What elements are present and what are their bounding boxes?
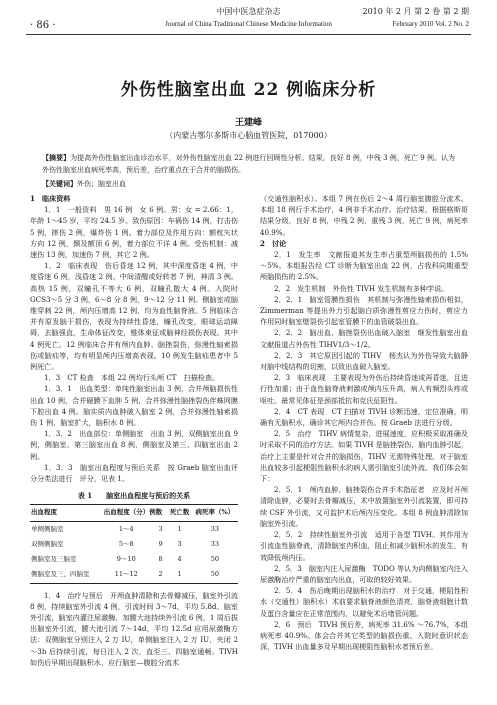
table-header-row [30,505,238,521]
section-heading: 2 讨论 [260,238,287,248]
table-cell: 1～4 [118,524,134,533]
table-header-cell: 出血程度（分）例数 [103,508,163,517]
body-paragraph: 2．5．4 伤后晚期出现脑积水的治疗 对于交通，梗阻性积水（交通性）脑积水）术前要求脑脊液颜色清亮，脑脊液细胞计数及蛋白含量应在正常范围内，以避免术后堵管问题。 [260,586,468,618]
table-cell: 4 [177,555,182,564]
article-author: 王建峰 [234,118,262,128]
body-paragraph: 2．5．2 持续性脑室外引流 适用于各型 TIVH。其作用为引流血性脑脊液，清除脑室内积血，阻止和减少脑积水的发生，有效降低颅内压。 [260,530,468,562]
body-paragraph: 2．2．2 脑出血、脑挫裂伤出血破入脑室 继发性脑室出血文献报道占外伤性 TIHV1/3～1/2。 [260,328,468,349]
body-paragraph: 2．3 临床表现 主要表现为外伤后持续昏迷或再昏迷，且进行性加重；由于血性脑脊液刺激或颅内压升高，病人有频烈头疼或呕吐。最常见体征是颈部抵抗和克氏征阳性。 [260,373,468,405]
body-paragraph: 1．4 治疗与预后 开颅血肿清除和去骨瓣减压，脑室外引流 8 例，持续脑室外引流 4 例，引流时间 3～7d，平均 5.8d。脑室外引流，脑室内灌注尿激酶，加腰大池持续外引流 6 例，1 周后拔出脑室外引流，腰大池引流 7～14d，平均 12.5d 应用尿激酶方法：双侧脑室分别注入 2 万 IU，单侧脑室注入 2 万 IU，夹闭 2～3h 后持续引流，每日注入 2 次，直至三、四脑室通畅。TIVH 如伤后早期出现脑积水，应行脑室—腹腔分流术 [30,590,238,667]
body-paragraph: 1．1 一般资料 男 16 例 女 6 例。男：女 = 2.66：1，年龄 1～45 岁，平均 24.5 岁。致伤原因：车祸伤 14 例，打击伤 5 例，摔伤 2 例，爆炸伤 1 例。着力部位及作用方向：额枕矢状方向 12 例，颞及额顶 6 例，着力部位不详 4 例。受伤机制：减速伤 13 例，加速伤 7 例，其它 2 例。 [30,205,238,260]
table-cell: 单侧侧脑室 [31,524,64,533]
body-paragraph: 1．3．3 脑室出血程度与预后关系 按 Graeb 脑室出血评分分类法进行 评分，见表 1。 [30,462,238,484]
table-cell: 双侧侧脑室 [31,539,64,548]
table-cell: 8 [158,555,163,564]
body-paragraph: 1．2 临床表现 伤后昏迷 12 例，其中深度昏迷 4 例，中度昏迷 6 例，浅昏迷 2 例。中间清醒或好转者 7 例，神清 3 例。高热 15 例，双瞳孔不等大 6 例，双瞳孔散大 4 例。入院时 GCS3～5 分 3 例，6～8 分 8 例，9～12 分 11 例。侧脑室或脑维穿刺 22 例，颅内压增高 12 例，均为血性脑脊液。5 例临床合并有原发脑干损伤，表现为持续性昏迷，瞳孔改变，眼球运动障碍，去脑强直，生命体征改变，锥体束征或脑神经损伤表现。其中 4 例死亡。12 例临床合并有颅内血肿、脑挫裂伤，弥漫性轴索损伤或脑疝等，均有明显颅内压增高表现。10 例发生脑疝患者中 5 例死亡。 [30,261,238,372]
left-column [30,193,238,668]
table-cell: 1 [177,570,182,579]
table-cell: 50 [210,570,220,579]
body-paragraph: 2．1 发生率 文献报道其发生率占重型颅脑损伤的 1.5% ～5%。本组报告经 CT 诊断为脑室出血 22 例，占我科同期重型颅脑损伤的 2.5%。 [260,250,468,282]
table-row [30,537,238,552]
right-column [260,193,468,652]
table-header-cell: 死亡数 [169,508,190,517]
body-paragraph: 2．4 CT 表现 CT 扫描对 TIVH 诊断迅速，定位准确，明确有无脑积水，确诊其它颅内合并伤。按 Graeb 法进行分级。 [260,406,468,428]
table-cell: 3 [177,539,182,548]
body-paragraph: 2．2．1 脑室管膜性损伤 其机制与弥漫性轴索损伤相似，Zimmerman 等提出外力引起脑白质弥漫性剪应力伤时，剪应力作用同时脑室壁裂伤引起室管膜下的血管破裂出血。 [260,294,468,327]
table-caption: 表 1 脑室出血程度与预后的关系 [77,491,191,501]
table-cell: 50 [210,555,220,564]
body-paragraph: 2．5．3 脑室内注入尿激酶 TODO 等认为向侧脑室内注入尿激酶治疗严重的脑室内出血，可取的较好效果。 [260,563,468,584]
abstract-label: 【摘要】 [42,153,71,162]
issue-info-en: February 2010 Vol. 2 No. 2 [392,20,469,28]
abstract-text: 为提高外伤性脑室出血诊治水平，对外伤性脑室出血 22 例进行回顾性分析。结果，良好 8 例，中残 3 例，死亡 9 例。认为外伤性脑室出血病死率高，预后差，治疗重点在于合并的脑损伤。 [42,154,456,174]
table-cell: 9 [158,539,163,548]
table-cell: 11～12 [114,570,138,579]
table-cell: 9～10 [116,555,136,564]
body-paragraph: 2．2 发生机制 外伤性 TIVH 发生机制有多种学说。 [274,283,449,293]
table-row [30,521,238,537]
table-row [30,552,238,567]
table-cell: 3 [158,524,163,533]
body-paragraph: 2．5．1 颅内血肿、脑挫裂伤合并手术指征者 应及时开颅清除血肿，必要时去骨瓣减压，术中放置脑室外引流装置，即可持续 CSF 外引流，又可监护术后颅内压变化。本组 8 例血肿清除加脑室外引流。 [260,485,468,528]
table-cell: 33 [210,539,220,548]
table-cell: 2 [158,570,163,579]
table-cell: 侧脑室及三、四脑室 [31,570,90,579]
body-paragraph: 1．3 CT 检查 本组 22 例均行头颅 CT 扫描检查。 [44,373,220,383]
body-paragraph: 2．6 预后 TIVH 预后差，病死率 31.6% ～76.7%，本组病死率 40.9%。体会合并其它类型的脑损伤重、入院时意识状态深，TIVH 出血量多及早期出现梗阻性脑积水者预后差。 [260,619,468,652]
table-header-cell: 病死率（%） [195,508,235,517]
body-paragraph: （交通性脑积水）。本组 7 例在伤后 2～4 周行脑室腹腔分流术。本组 18 例行手术治疗，4 例非手术治疗。治疗结果，根据格斯哥结果分级，良好 8 例，中残 2 例，重残 3 例，死亡 9 例，病死率 40.9%。 [260,194,468,237]
issue-info-cn: 2010 年 2 月 第 2 卷 第 2 期 [362,7,469,16]
article-title: 外伤性脑室出血 22 例临床分析 [120,80,377,100]
body-paragraph: 2．5 治疗 TIHV 病情复杂，进展速度，应积极采取准确及时采取不同的治疗方法。如果 TIVH 是脑挫裂伤、脑内血肿引起，治疗上主要是针对合并的脑损伤，TIHV 无需特殊处理。对于脑室出血较多引起梗阻性脑积水的病人需引脑室引流外流。我们体会如下： [260,429,468,484]
running-header [0,0,497,48]
table-1 [30,490,238,583]
section-heading: 1 临床资料 [30,194,71,203]
table-cell: 5～8 [118,539,134,548]
table-header-cell: 出血程度 [31,508,57,517]
journal-name-en: Journal of China Traditional Chinese Medicine Information [165,20,332,28]
table-cell: 侧脑室及三脑室 [31,555,77,564]
body-paragraph: 1．3．2 出血部位：单侧脑室 出血 3 例，双侧脑室出血 9 例，侧脑室、第三脑室出血 8 例，侧脑室及第三、四脑室出血 2 例。 [30,429,238,461]
table-row [30,567,238,583]
page-number: · 86 · [30,20,56,31]
table-cell: 1 [177,524,182,533]
journal-name-cn: 中国中医急症杂志 [216,7,281,16]
keywords-text: 外伤；脑室出血 [77,180,126,188]
keywords-label: 【关键词】 [42,179,77,188]
author-affiliation: （内蒙古鄂尔多斯市心脑血管医院，017000） [165,131,332,140]
body-paragraph: 1．3．1 出血类型：单纯性脑室出血 3 例，合并颅脑损伤性出血 10 例，合并硬膜下血肿 5 例，合并弥漫性脑挫裂伤伴蛛网膜下腔出血 4 例。脑实质内血肿破入脑室 2 例，合并弥漫性轴索损伤 1 例，脑室扩大，脑积水 8 例。 [30,384,238,428]
abstract [42,152,455,191]
table-cell: 33 [210,524,220,533]
body-paragraph: 2．2．3 其它原因引起的 TIHV 杨杰认为外伤导致大脑静对脑中线结构的切割，以致出血破入脑室。 [260,350,468,372]
header-rule [26,34,471,35]
